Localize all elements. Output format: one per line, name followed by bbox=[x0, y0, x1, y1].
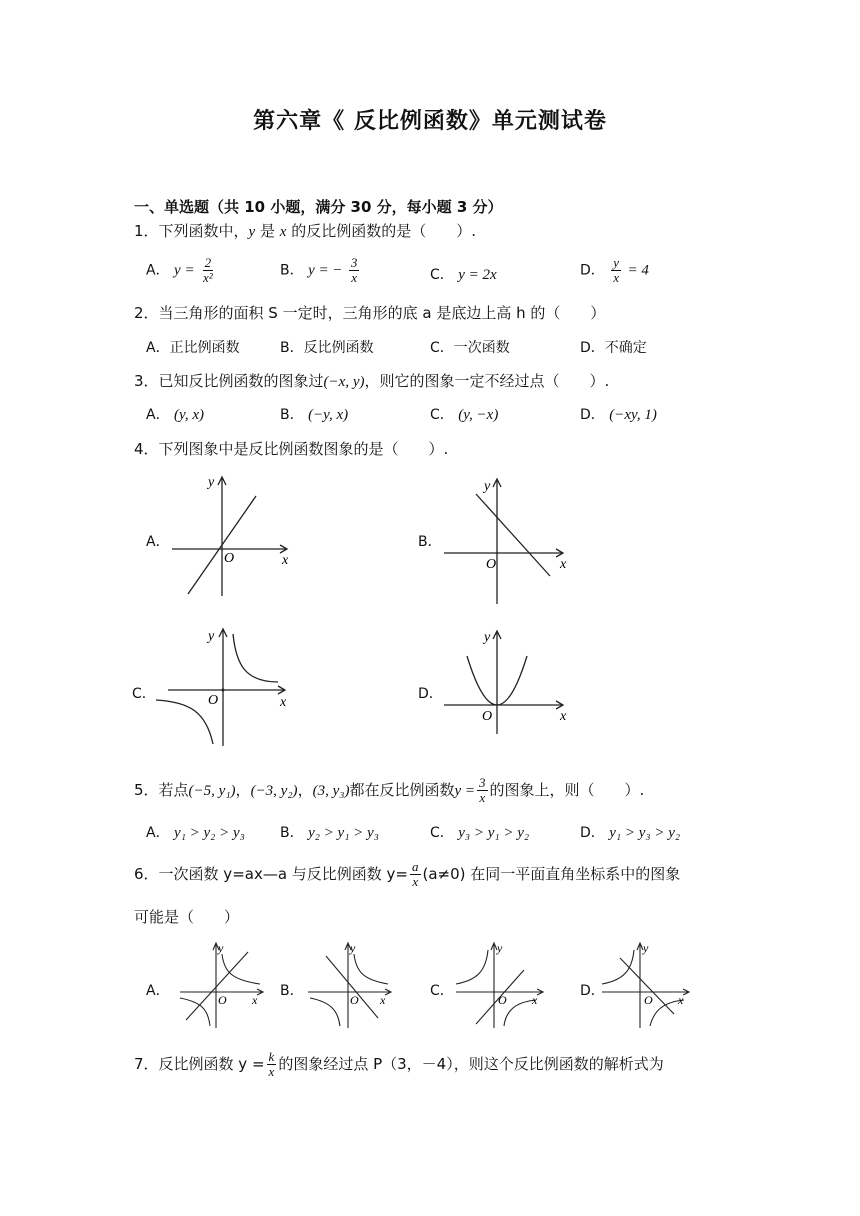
option-label: C． bbox=[430, 825, 454, 841]
q4-label-b: B． bbox=[418, 534, 442, 550]
option-label: A． bbox=[146, 407, 170, 423]
y-label: y bbox=[208, 629, 215, 644]
q1-option-b bbox=[280, 256, 361, 285]
q4-graph-a bbox=[168, 470, 298, 600]
q5-prefix: 5．若点 bbox=[134, 781, 189, 799]
q7-suffix: 的图象经过点 P（3，－4），则这个反比例函数的解析式为 bbox=[278, 1055, 664, 1073]
q6-label-b: B． bbox=[280, 983, 304, 999]
q6-graph-c bbox=[454, 940, 546, 1030]
q1-d-rhs: = 4 bbox=[627, 262, 649, 279]
q5-point-1: (−5, y₁) bbox=[188, 783, 236, 799]
section-heading: 一、单选题（共 10 小题，满分 30 分，每小题 3 分） bbox=[134, 198, 503, 216]
q3-b-value: (−y, x) bbox=[308, 407, 349, 423]
q1-y: y bbox=[248, 224, 256, 240]
q5-func-lhs: y = bbox=[454, 783, 475, 799]
y-label: y bbox=[218, 941, 224, 955]
origin-label: O bbox=[208, 693, 219, 708]
hyperbola-branch-1 bbox=[233, 634, 278, 682]
origin-label: O bbox=[482, 709, 493, 724]
q4-graph-d bbox=[440, 624, 575, 739]
question-7 bbox=[134, 1050, 664, 1079]
origin-label: O bbox=[644, 993, 653, 1007]
q6-graph-b bbox=[306, 940, 394, 1030]
hyperbola-branch-1 bbox=[222, 954, 260, 984]
question-3 bbox=[134, 370, 609, 391]
q3-point: (−x, y) bbox=[323, 374, 365, 390]
x-label: x bbox=[252, 993, 258, 1007]
q1-a-lhs: y = bbox=[174, 262, 195, 279]
option-label: C． bbox=[430, 407, 454, 423]
q3-option-c bbox=[430, 404, 498, 424]
q2-option-b: B．反比例函数 bbox=[280, 340, 374, 356]
q3-c-value: (y, −x) bbox=[458, 407, 499, 423]
q1-x: x bbox=[279, 224, 287, 240]
denominator: x bbox=[479, 790, 486, 805]
q5-point-2: (−3, y₂) bbox=[250, 783, 298, 799]
page-title: 第六章《 反比例函数》单元测试卷 bbox=[253, 109, 607, 134]
origin-label: O bbox=[350, 993, 359, 1007]
hyperbola-branch-2 bbox=[310, 998, 340, 1026]
q5-option-b bbox=[280, 822, 379, 842]
q6-label-a: A． bbox=[146, 983, 170, 999]
hyperbola-branch-2 bbox=[180, 998, 210, 1026]
option-label: D． bbox=[580, 262, 605, 279]
numerator: y bbox=[613, 255, 620, 270]
q5-d-value: y₁ > y₃ > y₂ bbox=[609, 825, 681, 841]
origin-label: O bbox=[498, 993, 507, 1007]
hyperbola-branch-1 bbox=[456, 950, 488, 984]
question-6 bbox=[134, 860, 680, 889]
q1-b-lhs: y = − bbox=[308, 262, 343, 279]
q4-label-c: C． bbox=[132, 686, 156, 702]
q3-a-value: (y, x) bbox=[174, 407, 205, 423]
q2-option-a: A．正比例函数 bbox=[146, 340, 240, 356]
q5-a-value: y₁ > y₂ > y₃ bbox=[174, 825, 245, 841]
q5-option-c bbox=[430, 822, 529, 842]
question-2: 2．当三角形的面积 S 一定时，三角形的底 a 是底边上高 h 的（ ） bbox=[134, 304, 606, 322]
origin-label: O bbox=[224, 551, 235, 566]
q6-prefix: 6．一次函数 y=ax—a 与反比例函数 y= bbox=[134, 865, 409, 883]
numerator: 3 bbox=[479, 775, 486, 790]
q7-fraction bbox=[267, 1050, 277, 1079]
x-label: x bbox=[282, 553, 289, 568]
q5-mid: 都在反比例函数 bbox=[349, 781, 455, 799]
q1-option-a bbox=[146, 256, 217, 285]
q6-fraction bbox=[410, 860, 421, 889]
question-4: 4．下列图象中是反比例函数图象的是（ ）. bbox=[134, 440, 449, 458]
option-label: B． bbox=[280, 407, 304, 423]
q5-option-d bbox=[580, 822, 680, 842]
origin-label: O bbox=[486, 557, 497, 572]
q4-graph-c bbox=[150, 624, 295, 749]
x-label: x bbox=[380, 993, 386, 1007]
option-label: D． bbox=[580, 825, 605, 841]
denominator: x bbox=[351, 270, 358, 285]
q3-d-value: (−xy, 1) bbox=[609, 407, 657, 423]
numerator: k bbox=[268, 1049, 275, 1064]
hyperbola-branch-1 bbox=[354, 954, 388, 984]
x-label: x bbox=[280, 695, 287, 710]
q4-graph-b bbox=[440, 472, 575, 607]
x-label: x bbox=[560, 557, 567, 572]
denominator: x bbox=[613, 270, 620, 285]
q3-prefix: 3．已知反比例函数的图象过 bbox=[134, 372, 324, 390]
q6-graph-a bbox=[178, 940, 266, 1030]
q2-option-d: D．不确定 bbox=[580, 340, 647, 356]
option-label: B． bbox=[280, 262, 304, 279]
q5-b-value: y₂ > y₁ > y₃ bbox=[308, 825, 379, 841]
y-label: y bbox=[643, 941, 649, 955]
q6-graph-d bbox=[600, 940, 692, 1030]
linear-graph bbox=[326, 956, 378, 1018]
x-label: x bbox=[678, 993, 684, 1007]
option-label: A． bbox=[146, 262, 170, 279]
q1-prefix: 1．下列函数中， bbox=[134, 222, 249, 240]
q3-suffix: ，则它的图象一定不经过点（ ）. bbox=[364, 372, 610, 390]
hyperbola-branch-2 bbox=[156, 700, 213, 744]
linear-graph bbox=[186, 952, 248, 1020]
y-label: y bbox=[208, 475, 215, 490]
q3-option-a bbox=[146, 404, 204, 424]
q3-option-b bbox=[280, 404, 348, 424]
q3-option-d bbox=[580, 404, 657, 424]
denominator: x² bbox=[203, 270, 213, 285]
q6-suffix: (a≠0) 在同一平面直角坐标系中的图象 bbox=[422, 865, 681, 883]
q1-c-expr: y = 2x bbox=[458, 267, 497, 283]
option-label: A． bbox=[146, 825, 170, 841]
question-5: 5．若点(−5, y₁)，(−3, y₂)，(3, y₃)都在反比例函数y = $\frac{3}{x}$ 的图象上，则（ ）. bbox=[134, 775, 645, 805]
y-label: y bbox=[484, 479, 491, 494]
y-label: y bbox=[484, 630, 491, 645]
option-label: D． bbox=[580, 407, 605, 423]
question-6-line-2: 可能是（ ） bbox=[134, 908, 240, 926]
q1-b-fraction bbox=[349, 256, 360, 285]
q1-option-d bbox=[580, 256, 649, 285]
option-label: B． bbox=[280, 825, 304, 841]
numerator: a bbox=[412, 859, 419, 874]
option-label: C． bbox=[430, 267, 454, 283]
x-label: x bbox=[532, 993, 538, 1007]
q2-option-c: C．一次函数 bbox=[430, 340, 510, 356]
q5-func-fraction bbox=[477, 776, 488, 805]
q1-suffix: 的反比例函数的是（ ）. bbox=[286, 222, 476, 240]
denominator: x bbox=[412, 874, 419, 889]
q4-label-a: A． bbox=[146, 534, 170, 550]
hyperbola-branch-1 bbox=[602, 950, 634, 984]
q1-mid: 是 bbox=[255, 222, 280, 240]
q7-prefix: 7．反比例函数 y = bbox=[134, 1055, 265, 1073]
q6-label-d: D． bbox=[580, 983, 605, 999]
denominator: x bbox=[268, 1064, 275, 1079]
origin-label: O bbox=[218, 993, 227, 1007]
q5-point-3: (3, y₃) bbox=[312, 783, 350, 799]
q6-label-c: C． bbox=[430, 983, 454, 999]
numerator: 3 bbox=[350, 255, 358, 270]
q5-option-a bbox=[146, 822, 245, 842]
q4-label-d: D． bbox=[418, 686, 443, 702]
q5-suffix: 的图象上，则（ ）. bbox=[489, 781, 645, 799]
q1-option-c bbox=[430, 264, 497, 284]
q1-a-fraction bbox=[201, 256, 215, 285]
question-1 bbox=[134, 220, 476, 241]
q5-c-value: y₃ > y₁ > y₂ bbox=[458, 825, 530, 841]
x-label: x bbox=[560, 709, 567, 724]
y-label: y bbox=[350, 941, 356, 955]
q1-d-fraction bbox=[611, 256, 621, 285]
numerator: 2 bbox=[204, 255, 212, 270]
y-label: y bbox=[497, 941, 503, 955]
origin-dot bbox=[222, 689, 225, 692]
